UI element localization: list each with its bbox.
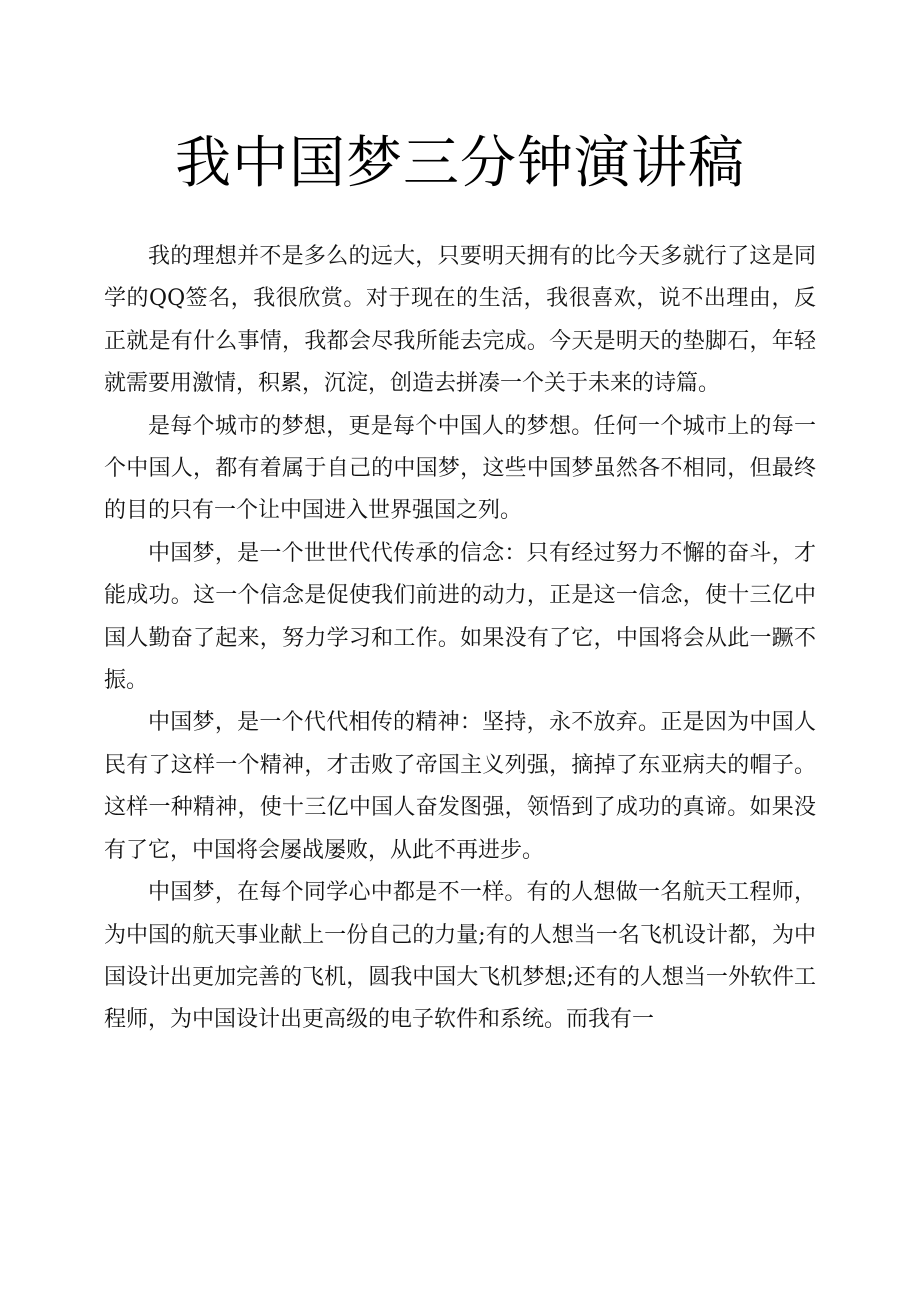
paragraph-3: 中国梦，是一个世世代代传承的信念：只有经过努力不懈的奋斗，才能成功。这一个信念是促使我们前进的动力，正是这一信念，使十三亿中国人勤奋了起来，努力学习和工作。如果没有了它，中国将会从此一蹶不振。 (104, 540, 816, 694)
paragraph-5: 中国梦，在每个同学心中都是不一样。有的人想做一名航天工程师，为中国的航天事业献上一份自己的力量;有的人想当一名飞机设计都，为中国设计出更加完善的飞机，圆我中国大飞机梦想;还有的人想当一外软件工程师，为中国设计出更高级的电子软件和系统。而我有一 (104, 880, 816, 1033)
paragraph-4: 中国梦，是一个代代相传的精神：坚持，永不放弃。正是因为中国人民有了这样一个精神，才击败了帝国主义列强，摘掉了东亚病夫的帽子。这样一种精神，使十三亿中国人奋发图强，领悟到了成功的真谛。如果没有了它，中国将会屡战屡败，从此不再进步。 (104, 710, 816, 863)
paragraph-2: 是每个城市的梦想，更是每个中国人的梦想。任何一个城市上的每一个中国人，都有着属于自己的中国梦，这些中国梦虽然各不相同，但最终的目的只有一个让中国进入世界强国之列。 (104, 413, 816, 524)
document-body (104, 236, 816, 1042)
paragraph-1: 我的理想并不是多么的远大，只要明天拥有的比今天多就行了这是同学的QQ签名，我很欣赏。对于现在的生活，我很喜欢，说不出理由，反正就是有什么事情，我都会尽我所能去完成。今天是明天的垫脚石，年轻就需要用激情，积累，沉淀，创造去拼凑一个关于未来的诗篇。 (104, 244, 816, 397)
document-title: 我中国梦三分钟演讲稿 (175, 131, 745, 196)
